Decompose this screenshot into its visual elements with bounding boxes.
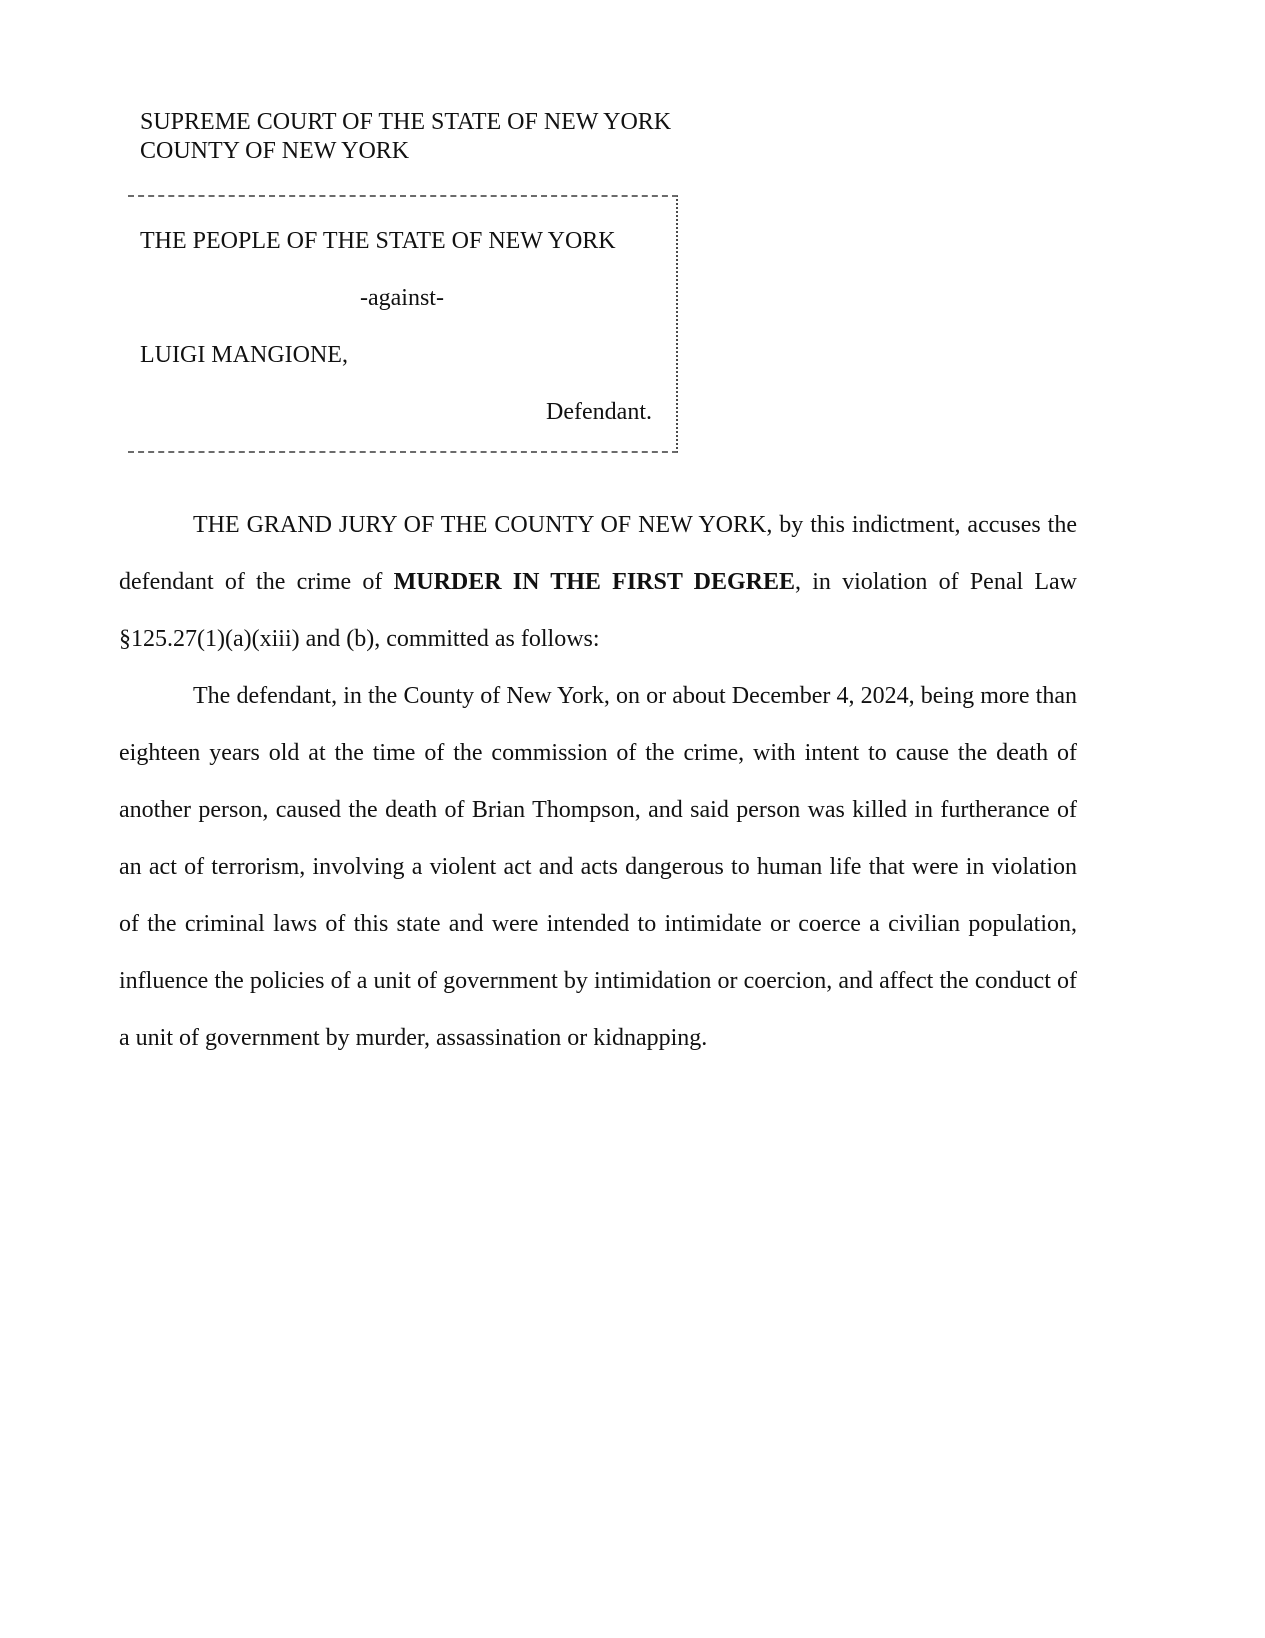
case-caption-box — [128, 195, 678, 453]
indictment-paragraph-1 — [119, 497, 1077, 668]
indictment-paragraph-2: The defendant, in the County of New York, on or about December 4, 2024, being more than eighteen years old at the time of the commission of the crime, with intent to cause the death of another person, caused the death of Brian Thompson, and said person was killed in furtherance of an act of terrorism, involving a violent act and acts dangerous to human life that were in violation of the criminal laws of this state and were intended to intimidate or coerce a civilian population, influence the policies of a unit of government by intimidation or coercion, and affect the conduct of a unit of government by murder, assassination or kidnapping. — [119, 683, 1077, 1051]
versus-label: -against- — [360, 285, 444, 311]
indictment-body — [119, 497, 1077, 1067]
defendant-name: LUIGI MANGIONE, — [140, 342, 348, 368]
paragraph-1-statute: , in violation of Penal Law §125.27(1)(a)(xiii) and (b), committed as follows: — [119, 569, 1077, 652]
court-header — [140, 108, 671, 166]
court-name: SUPREME COURT OF THE STATE OF NEW YORK — [140, 109, 672, 135]
county-name: COUNTY OF NEW YORK — [140, 138, 410, 164]
paragraph-1-intro: THE GRAND JURY OF THE COUNTY OF NEW YORK, by this indictment, accuses the defendant of the crime of — [119, 512, 1077, 595]
charge-name: MURDER IN THE FIRST DEGREE — [393, 569, 795, 595]
defendant-label: Defendant. — [546, 399, 652, 425]
plaintiff-name: THE PEOPLE OF THE STATE OF NEW YORK — [140, 228, 616, 254]
